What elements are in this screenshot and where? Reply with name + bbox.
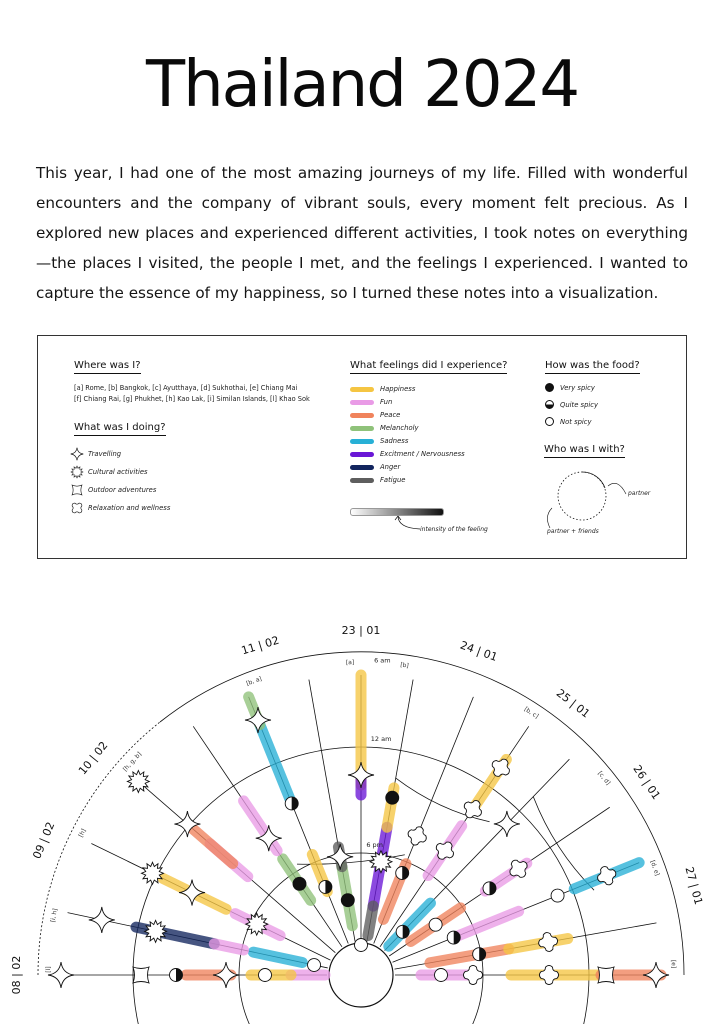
food-not-spicy-mark [551, 889, 564, 902]
legend-doing-outdoor [70, 483, 156, 497]
cultural-burst-icon [127, 770, 149, 792]
feeling-band [430, 949, 509, 963]
relax-cross-icon [491, 758, 510, 777]
food-label: Very spicy [560, 383, 595, 392]
food-quite-spicy-mark [473, 948, 486, 961]
feeling-label: Peace [380, 411, 401, 419]
travel-star-icon [70, 447, 84, 461]
connector-curve [533, 797, 594, 891]
intro-paragraph: This year, I had one of the most amazing journeys of my life. Filled with wonderful encounters and the company of vibrant souls, every moment felt precious. As I explored new places and experienced different activities, I took notes on everything—the places I visited, the people I met, and the feelings I experienced. I wanted to capture the essence of my happiness, so I turned these notes into a visualization. [36, 164, 688, 302]
legend-feeling-fun [350, 398, 392, 406]
legend-where-line-2: [f] Chiang Rai, [g] Phukhet, [h] Kao Lak, [i] Similan Islands, [l] Khao Sok [74, 395, 310, 403]
food-not-spicy-mark [435, 969, 448, 982]
feeling-band [509, 939, 568, 949]
radial-chart-root [10, 624, 705, 1024]
travel-star-icon [89, 907, 115, 933]
date-label: 25 | 01 [553, 686, 593, 721]
feeling-band [368, 906, 373, 936]
date-label: 08 | 02 [10, 955, 23, 995]
outdoor-square-icon [70, 483, 84, 497]
legend-food-not-spicy [545, 417, 592, 426]
date-label: 09 | 02 [30, 820, 58, 861]
cultural-burst-icon [370, 851, 392, 873]
time-label: 12 am [370, 735, 392, 744]
outdoor-square-icon [598, 967, 614, 983]
color-swatch [350, 465, 374, 470]
feeling-label: Anger [380, 463, 401, 471]
place-label: [h] [77, 827, 88, 839]
food-label: Quite spicy [560, 400, 599, 409]
date-label: 27 | 01 [682, 865, 706, 907]
legend-feeling-happiness [350, 385, 415, 393]
cultural-burst-icon [145, 920, 167, 942]
empty-circle-icon [545, 417, 554, 426]
company-partner-friends-label: partner + friends [547, 528, 599, 535]
feeling-label: Fatigue [380, 476, 406, 484]
legend-feeling-melancholy [350, 424, 419, 432]
feeling-band [260, 725, 290, 799]
relax-cross-icon [538, 964, 561, 987]
travel-star-icon [348, 762, 374, 788]
legend-doing-label: Outdoor adventures [88, 486, 157, 494]
feeling-label: Fun [380, 398, 393, 406]
color-swatch [350, 439, 374, 444]
color-swatch [350, 452, 374, 457]
feeling-band [187, 824, 232, 863]
legend-food-quite-spicy [545, 400, 598, 409]
food-label: Not spicy [560, 417, 592, 426]
color-swatch [350, 478, 374, 483]
place-label: [b, c] [522, 705, 540, 721]
travel-star-icon [213, 962, 239, 988]
travel-star-icon [643, 962, 669, 988]
food-quite-spicy-mark [447, 931, 460, 944]
food-not-spicy-mark [308, 959, 321, 972]
page-title: Thailand 2024 [145, 48, 579, 122]
date-label: 23 | 01 [341, 624, 381, 637]
place-label: [b, a] [245, 675, 263, 688]
outdoor-square-icon [133, 967, 149, 983]
legend-with-heading: Who was I with? [544, 444, 625, 458]
feeling-label: Sadness [380, 437, 409, 445]
legend-feeling-sadness [350, 437, 408, 445]
food-very-spicy-mark [341, 894, 354, 907]
relax-cross-icon [509, 859, 528, 878]
feeling-label: Melancholy [380, 424, 419, 432]
half-circle-icon [545, 400, 554, 409]
legend-doing-label: Relaxation and wellness [88, 504, 171, 512]
legend-food-heading: How was the food? [545, 360, 640, 374]
legend-feeling-anger [350, 463, 400, 471]
chart-center-circle [329, 943, 393, 1007]
place-label: [h, g, b] [121, 750, 144, 773]
food-quite-spicy-mark [319, 880, 332, 893]
date-label: 10 | 02 [76, 739, 111, 778]
relax-cross-icon [537, 931, 559, 953]
legend-doing-label: Travelling [88, 450, 122, 458]
color-swatch [350, 400, 374, 405]
relax-cross-icon [463, 800, 482, 819]
place-label: [e] [669, 959, 677, 969]
legend-doing-relax [70, 501, 170, 515]
company-partner-label: partner [628, 490, 651, 497]
ring-outer [160, 652, 684, 975]
legend-doing-heading: What was I doing? [74, 422, 166, 436]
radial-journey-chart [0, 590, 724, 1024]
food-quite-spicy-mark [285, 797, 298, 810]
time-label: 6 pm [366, 841, 384, 850]
feeling-band [253, 952, 302, 962]
feeling-band [454, 911, 519, 937]
legend-box [37, 335, 687, 559]
cultural-burst-icon [70, 465, 84, 479]
relax-cross-icon [407, 825, 428, 846]
feeling-label: Excitment / Nervousness [380, 450, 465, 458]
half-circle-fill [176, 969, 183, 982]
place-label: [c, d] [596, 770, 612, 787]
food-not-spicy-mark [429, 918, 442, 931]
relax-cross-icon [70, 501, 84, 515]
place-label: [i, h] [49, 907, 60, 923]
color-swatch [350, 387, 374, 392]
legend-feelings-heading: What feelings did I experience? [350, 360, 507, 374]
food-quite-spicy-mark [396, 867, 409, 880]
place-label: [l] [44, 966, 53, 973]
color-swatch [350, 426, 374, 431]
food-very-spicy-mark [293, 877, 306, 890]
legend-doing-label: Cultural activities [88, 468, 148, 476]
place-label: [b] [399, 661, 410, 670]
intensity-gradient-bar [350, 508, 444, 516]
legend-doing-cultural [70, 465, 148, 479]
legend-where-line-1: [a] Rome, [b] Bangkok, [c] Ayutthaya, [d] Sukhothai, [e] Chiang Mai [74, 384, 298, 392]
food-not-spicy-mark [355, 939, 368, 952]
time-label: 6 am [374, 656, 391, 665]
travel-star-icon [327, 844, 353, 870]
color-swatch [350, 413, 374, 418]
legend-doing-travelling [70, 447, 121, 461]
legend-feeling-fatigue [350, 476, 405, 484]
legend-feeling-peace [350, 411, 400, 419]
food-quite-spicy-mark [483, 882, 496, 895]
place-label: [d, e] [648, 859, 661, 877]
feeling-band [214, 944, 243, 950]
legend-food-very-spicy [545, 383, 595, 392]
food-quite-spicy-mark [170, 969, 183, 982]
date-label: 26 | 01 [630, 762, 663, 803]
food-not-spicy-mark [259, 969, 272, 982]
food-very-spicy-mark [386, 791, 399, 804]
travel-star-icon [48, 962, 74, 988]
legend-feeling-excitment [350, 450, 465, 458]
full-circle-icon [545, 383, 554, 392]
food-quite-spicy-mark [396, 925, 409, 938]
intensity-label: intensity of the feeling [420, 526, 488, 533]
relax-cross-icon [462, 964, 485, 987]
relax-cross-icon [435, 841, 454, 860]
legend-where-heading: Where was I? [74, 360, 141, 374]
feeling-label: Happiness [380, 385, 416, 393]
date-label: 11 | 02 [239, 633, 281, 658]
date-label: 24 | 01 [458, 638, 500, 665]
place-label: [a] [345, 659, 355, 667]
half-circle-fill [292, 797, 299, 810]
